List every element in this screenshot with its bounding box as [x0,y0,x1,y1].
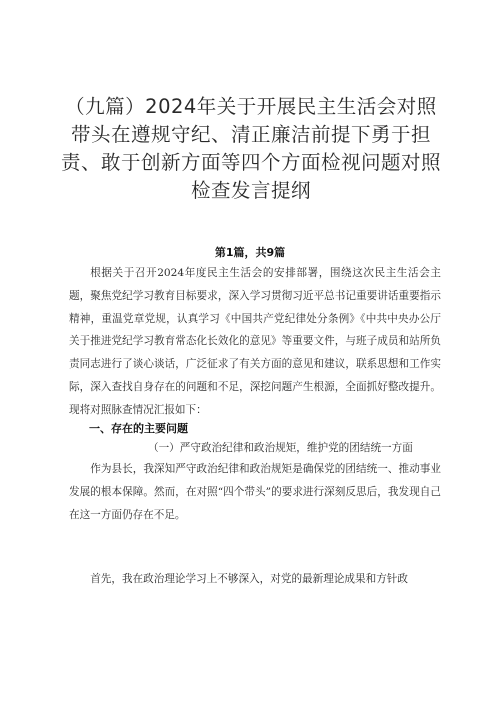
subsection-heading: （一）严守政治纪律和政治规矩，维护党的团结统一方面 [148,442,413,454]
body-paragraph: 作为县长，我深知严守政治纪律和政治规矩是确保党的团结统一、推动事业发展的根本保障。然而，在对照“四个带头”的要求进行深刻反思后，我发现自己在这一方面仍存在不足。 [69,463,441,521]
section-heading: 一、存在的主要问题 [89,422,188,435]
body-paragraph-cutoff: 首先，我在政治理论学习上不够深入，对党的最新理论成果和方针政 [90,573,408,585]
intro-paragraph: 根据关于召开2024年度民主生活会的安排部署，围绕这次民主生活会主题，聚焦党纪学习教育目标要求，深入学习贯彻习近平总书记重要讲话重要指示精神，重温党章党规，认真学习《中国共产党纪律处分条例》《中共中央办公厅关于推进党纪学习教育常态化长效化的意见》等重要文件，与班子成员和站所负责同志进行了谈心谈话，广泛征求了有关方面的意见和建议，联系思想和工作实际，深入查找自身存在的问题和不足，深挖问题产生根源，全面抓好整改提升。现将对照脉查情况汇报如下： [69,267,441,416]
document-subtitle: 第1篇，共9篇 [214,246,286,259]
document-title: （九篇）2024年关于开展民主生活会对照带头在遵规守纪、清正廉洁前提下勇于担责、敢于创新方面等四个方面检视问题对照检查发言提纲 [60,95,441,202]
